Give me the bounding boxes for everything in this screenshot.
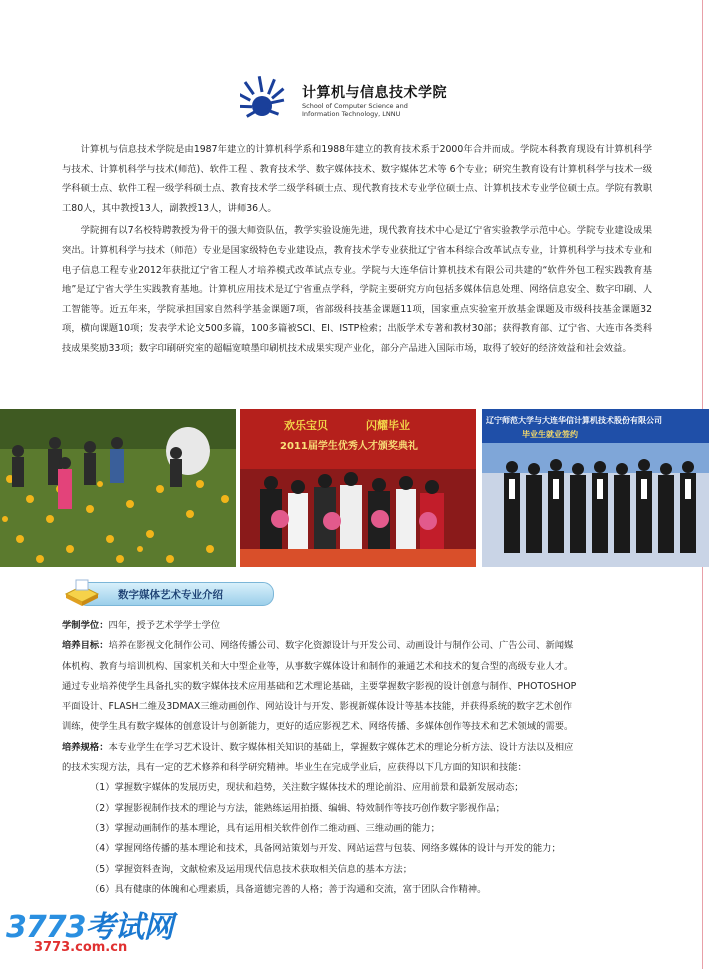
degree-label: 学制学位：	[62, 620, 109, 631]
list-item: （4）掌握网络传播的基本理论和技术，具备网站策划与开发、网站运营与包装、网络多媒体的设计与开发的能力；	[90, 843, 561, 855]
section-title-bar	[62, 576, 274, 608]
section-title-text: 数字媒体艺术专业介绍	[118, 589, 223, 601]
goal-line-4: 平面设计、FLASH二维及3DMAX三维动画创作、网站设计与开发、影视新媒体设计等基本技能，并获得系统的数字艺术创作	[62, 701, 573, 713]
banner2-right-text: 闪耀毕业	[366, 419, 410, 432]
watermark-cn: 考试网	[85, 910, 173, 945]
goal-text-1: 培养在影视文化制作公司、网络传播公司、数字化资源设计与开发公司、动画设计与制作公司、广告公司、新闻媒	[108, 640, 574, 652]
list-item: （5）掌握资料查询，文献检索及运用现代信息技术获取相关信息的基本方法；	[90, 863, 413, 875]
intro-paragraph-1: 计算机与信息技术学院是由1987年建立的计算机科学系和1988年建立的教育技术系于2000年合并而成。学院本科教育现设有计算机科学与技术、计算机科学与技术(师范)、软件工程 、教育技术学、数字媒体技术、数字媒体艺术等 6个专业；研究生教育设有计算机科学与技术一级学科硕士点、软件工程一级学科硕士点、教育技术学二级学科硕士点、现代教育技术专业学位硕士点、计算机技术专业学位硕士点。学院有教职工80人，其中教授13人，副教授13人，讲师36人。	[62, 144, 652, 214]
banner2-left-text: 欢乐宝贝	[284, 419, 328, 432]
goal-label: 培养目标：	[62, 640, 109, 652]
goal-line-3: 通过专业培养使学生具备扎实的数字媒体技术应用基础和艺术理论基础，主要掌握数字影视的设计创意与制作、PHOTOSHOP	[62, 680, 577, 692]
school-logo-icon	[240, 74, 294, 126]
banner3-sub-text: 毕业生就业签约	[522, 430, 578, 439]
major-details	[62, 616, 652, 900]
spec-line-2: 的技术实现方法，具有一定的艺术修养和科学研究精神。毕业生在完成学业后，应获得以下几方面的知识和技能：	[62, 762, 527, 774]
photo-flower-field	[0, 409, 236, 567]
degree-value: 四年，授予艺术学学士学位	[108, 620, 221, 631]
school-name-en-line1: School of Computer Science and	[302, 102, 408, 110]
goal-line-1	[62, 636, 652, 656]
spec-label: 培养规格：	[62, 741, 109, 753]
banner2-main-text: 2011届学生优秀人才颁奖典礼	[280, 441, 418, 452]
photo-award-ceremony	[240, 409, 476, 567]
school-name-en	[302, 102, 408, 118]
site-watermark	[6, 902, 173, 962]
school-name-cn: 计算机与信息技术学院	[302, 85, 447, 101]
photo-strip	[0, 409, 709, 567]
watermark-digits: 3773	[6, 910, 86, 945]
photo-signing-group	[482, 409, 709, 567]
degree-line	[62, 616, 652, 636]
spec-line-1	[62, 738, 652, 758]
goal-line-2: 体机构、教育与培训机构、国家机关和大中型企业等，从事数字媒体设计和制作的兼通艺术和技术的复合型的高级专业人才。	[62, 660, 574, 672]
list-item: （6）具有健康的体魄和心理素质，具备道德完善的人格；善于沟通和交流，富于团队合作精神。	[90, 883, 487, 895]
intro-paragraph-2: 学院拥有以7名校特聘教授为骨干的强大师资队伍，教学实验设施先进，现代教育技术中心是辽宁省实验教学示范中心。学院专业建设成果突出。计算机科学与技术（师范）专业是国家级特色专业建设点，教育技术学专业获批辽宁省本科综合改革试点专业，计算机科学与技术专业和电子信息工程专业2012年获批辽宁省工程人才培养模式改革试点专业。学院与大连华信计算机技术有限公司共建的“软件外包工程实践教育基地”是辽宁省大学生实践教育基地。计算机应用技术是辽宁省重点学科，学院主要研究方向包括多媒体信息处理、网络信息安全、数字印刷、人工智能等。近五年来，学院承担国家自然科学基金课题7项，省部级科技基金课题11项，国家重点实验室开放基金课题及市级科技基金课题32项，横向课题10项；发表学术论文500多篇，100多篇被SCI、EI、ISTP检索；出版学术专著和教材30部；获得教育部、辽宁省、大连市各类科技成果奖励33项；数字印刷研究室的超幅宽喷墨印刷机技术成果实现产业化，部分产品进入国际市场，取得了较好的经济效益和社会效益。	[62, 225, 652, 354]
list-item: （1）掌握数字媒体的发展历史，现状和趋势，关注数字媒体技术的理论前沿、应用前景和最新发展动态；	[90, 782, 524, 794]
list-item: （2）掌握影视制作技术的理论与方法，能熟练运用拍摄、编辑、特效制作等技巧创作数字影视作品；	[90, 802, 505, 814]
banner3-main-text: 辽宁师范大学与大连华信计算机技术股份有限公司	[486, 416, 662, 425]
school-name-en-line2: Information Technology, LNNU	[302, 110, 401, 118]
goal-line-5: 训练，使学生具有数字媒体的创意设计与创新能力，更好的适应影视艺术、网络传播、多媒体创作等技术和艺术领域的需要。	[62, 721, 574, 733]
intro-section	[62, 140, 652, 359]
school-header	[240, 74, 480, 126]
watermark-url: 3773.com.cn	[34, 940, 128, 955]
book-icon	[62, 576, 102, 608]
list-item: （3）掌握动画制作的基本理论，具有运用相关软件创作二维动画、三维动画的能力；	[90, 822, 440, 834]
spec-text-1: 本专业学生在学习艺术设计、数字媒体相关知识的基础上，掌握数字媒体艺术的理论分析方法、设计方法以及相应	[108, 741, 574, 753]
